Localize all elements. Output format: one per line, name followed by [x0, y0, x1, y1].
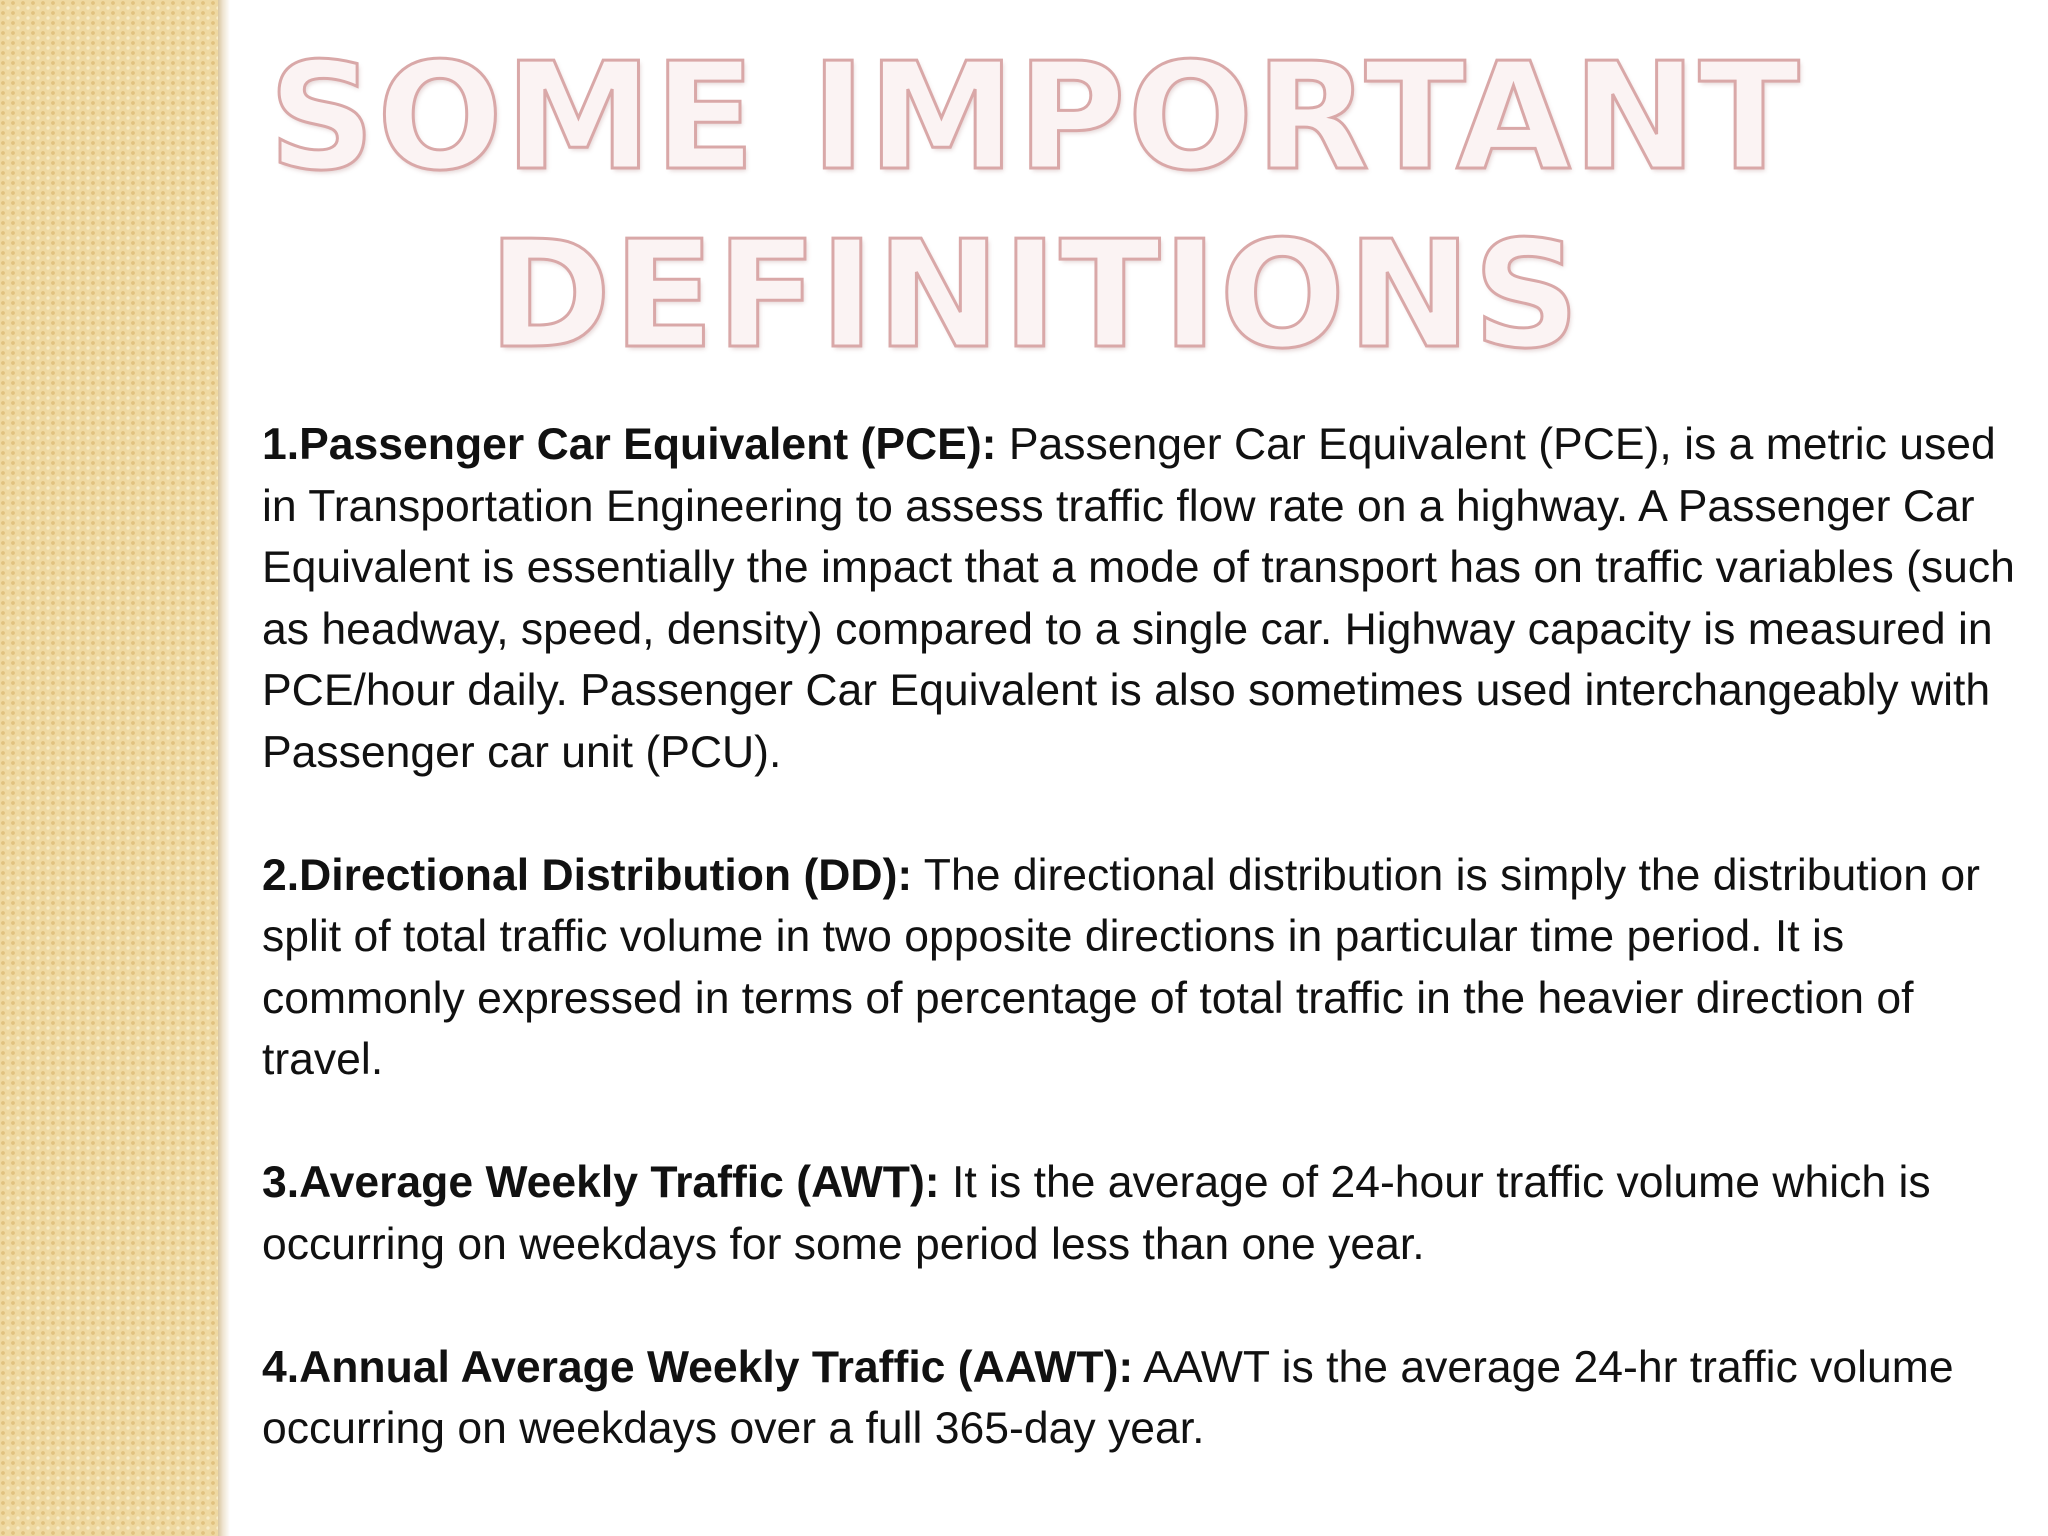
- definition-text: Passenger Car Equivalent (PCE), is a metric used in Transportation Engineering to assess traffic flow rate on a highway. A Passenger Car Equivalent is essentially the impact that a mode of transport has on traffic variables (such as headway, speed, density) compared to a single car. Highway capacity is measured in PCE/hour daily. Passenger Car Equivalent is also sometimes used interchangeably with Passenger car unit (PCU).: [262, 420, 2015, 777]
- slide-title: [230, 28, 1840, 384]
- definition-text: The directional distribution is simply the distribution or split of total traffic volume in two opposite directions in particular time period. It is commonly expressed in terms of percentage of total traffic in the heavier direction of travel.: [262, 850, 1980, 1084]
- definitions-list: [262, 414, 2034, 1460]
- definition-term: 1.Passenger Car Equivalent (PCE):: [262, 420, 997, 469]
- definition-item-dd: [262, 845, 2034, 1091]
- definition-item-pce: [262, 414, 2034, 783]
- decorative-side-strip: [0, 0, 218, 1536]
- definition-term: 3.Average Weekly Traffic (AWT):: [262, 1158, 940, 1207]
- slide-title-line-1: SOME IMPORTANT: [268, 31, 1802, 203]
- slide-title-line-2: DEFINITIONS: [488, 209, 1582, 381]
- side-strip-shadow: [218, 0, 230, 1536]
- definition-term: 2.Directional Distribution (DD):: [262, 850, 913, 900]
- definition-term: 4.Annual Average Weekly Traffic (AAWT):: [262, 1342, 1134, 1392]
- definition-item-awt: [262, 1152, 2034, 1275]
- definition-text: It is the average of 24-hour traffic volume which is occurring on weekdays for some period less than one year.: [262, 1158, 1931, 1269]
- definition-text: AAWT is the average 24-hr traffic volume occurring on weekdays over a full 365-day year.: [262, 1342, 1954, 1453]
- definition-item-aawt: [262, 1337, 2034, 1460]
